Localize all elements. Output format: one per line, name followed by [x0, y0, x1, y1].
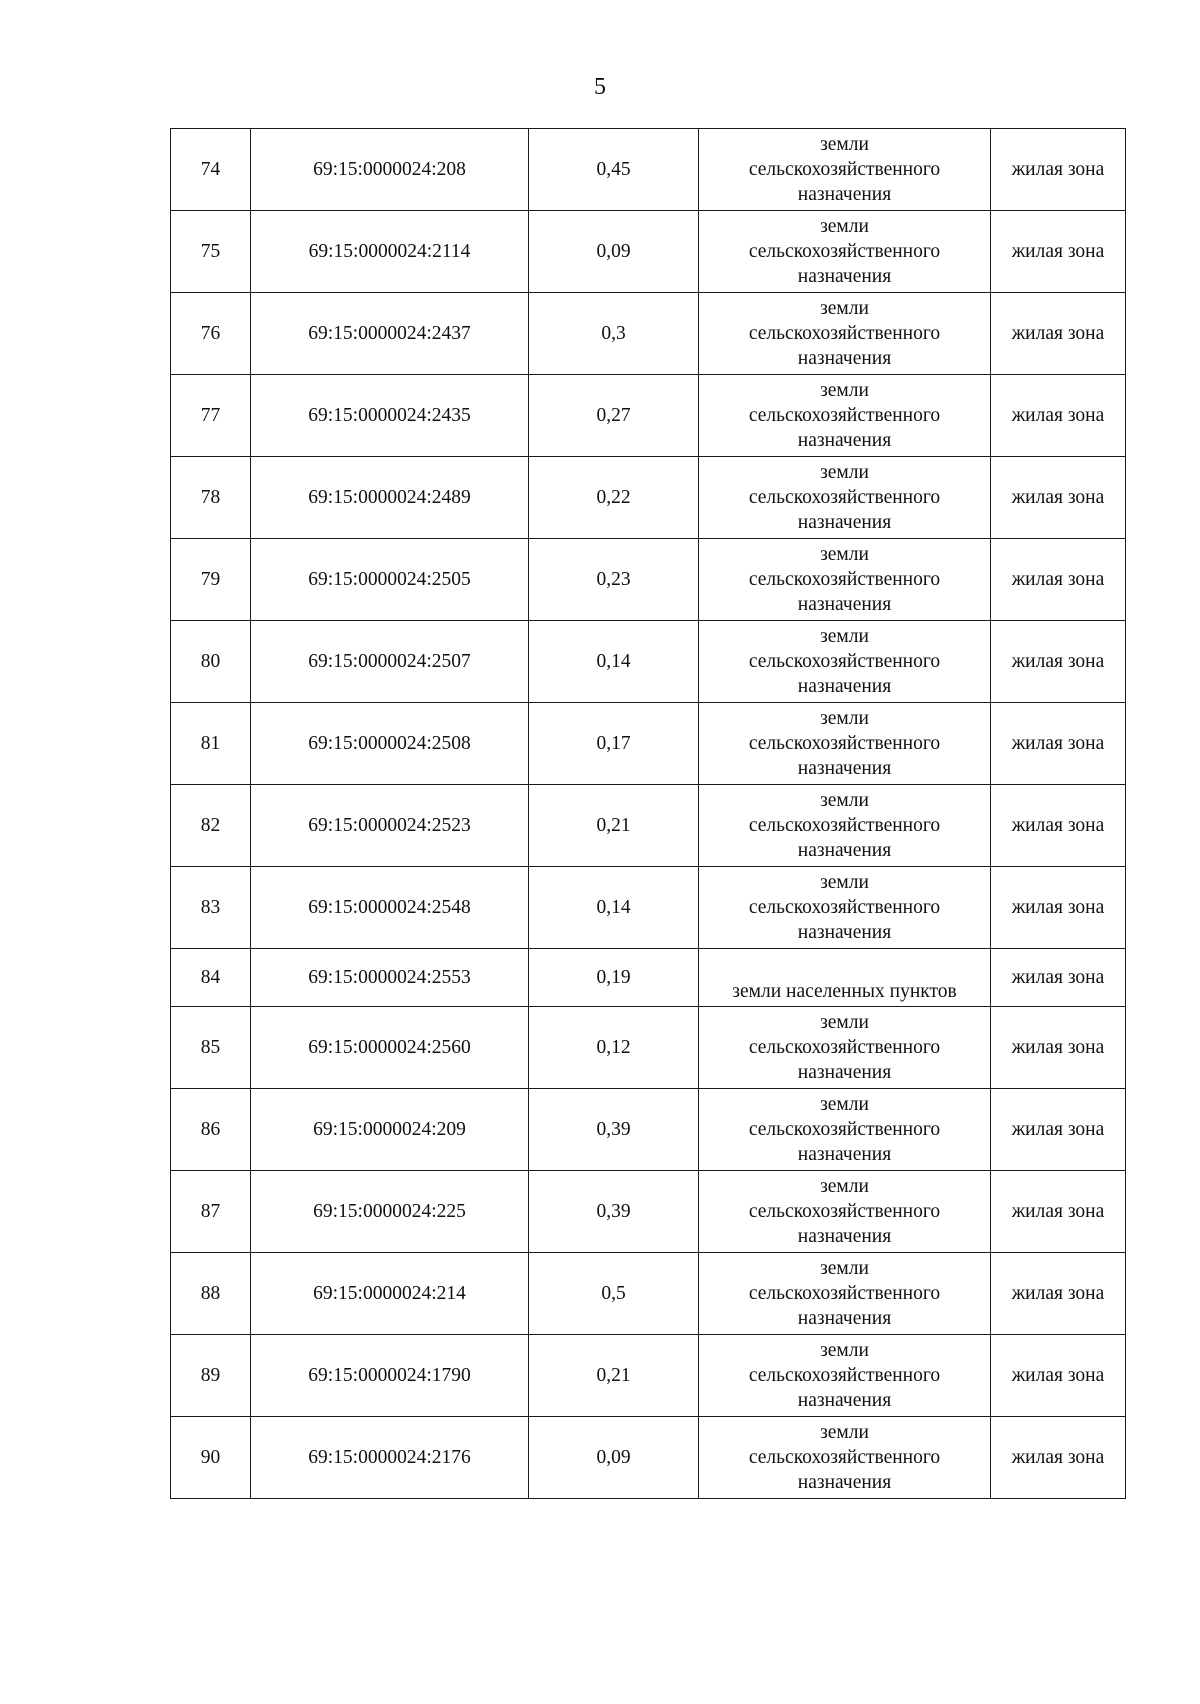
row-number-cell: 78 — [171, 457, 251, 539]
row-number-cell: 77 — [171, 375, 251, 457]
cadastral-number-cell: 69:15:0000024:2435 — [251, 375, 529, 457]
area-cell: 0,09 — [529, 211, 699, 293]
table-row — [171, 1007, 1126, 1089]
row-number-cell: 81 — [171, 703, 251, 785]
land-category-cell — [699, 1007, 991, 1089]
land-category-line: земли — [820, 708, 869, 729]
land-category-line: сельскохозяйственного — [748, 1283, 941, 1304]
area-cell: 0,3 — [529, 293, 699, 375]
land-category-cell — [699, 211, 991, 293]
zone-cell: жилая зона — [991, 785, 1126, 867]
land-category-line: назначения — [797, 676, 892, 697]
zone-cell: жилая зона — [991, 1007, 1126, 1089]
area-cell: 0,39 — [529, 1089, 699, 1171]
land-category-line: земли — [820, 462, 869, 483]
table-row — [171, 867, 1126, 949]
row-number-cell: 84 — [171, 949, 251, 1007]
land-plots-table — [170, 128, 1126, 1499]
table-row — [171, 621, 1126, 703]
table-row — [171, 129, 1126, 211]
table-row — [171, 293, 1126, 375]
land-category-line: земли — [820, 1012, 869, 1033]
area-cell: 0,21 — [529, 1335, 699, 1417]
cadastral-number-cell: 69:15:0000024:2176 — [251, 1417, 529, 1499]
land-category-line: земли — [820, 544, 869, 565]
land-category-line: сельскохозяйственного — [748, 733, 941, 754]
land-category-line: назначения — [797, 512, 892, 533]
cadastral-number-cell: 69:15:0000024:2437 — [251, 293, 529, 375]
cadastral-number-cell: 69:15:0000024:2507 — [251, 621, 529, 703]
cadastral-number-cell: 69:15:0000024:2114 — [251, 211, 529, 293]
land-category-cell — [699, 129, 991, 211]
zone-cell: жилая зона — [991, 1171, 1126, 1253]
land-category-cell — [699, 1089, 991, 1171]
row-number-cell: 90 — [171, 1417, 251, 1499]
area-cell: 0,09 — [529, 1417, 699, 1499]
land-category-line: назначения — [797, 1226, 892, 1247]
zone-cell: жилая зона — [991, 1253, 1126, 1335]
area-cell: 0,27 — [529, 375, 699, 457]
land-category-line: сельскохозяйственного — [748, 569, 941, 590]
cadastral-number-cell: 69:15:0000024:209 — [251, 1089, 529, 1171]
area-cell: 0,45 — [529, 129, 699, 211]
land-category-line: сельскохозяйственного — [748, 487, 941, 508]
land-category-line: сельскохозяйственного — [748, 1201, 941, 1222]
land-category-line: назначения — [797, 758, 892, 779]
land-category-line: назначения — [797, 184, 892, 205]
land-category-line: земли — [820, 216, 869, 237]
table-row — [171, 703, 1126, 785]
land-category-line: земли — [820, 298, 869, 319]
table-row — [171, 539, 1126, 621]
land-category-cell — [699, 375, 991, 457]
land-category-line: земли — [820, 1258, 869, 1279]
row-number-cell: 80 — [171, 621, 251, 703]
table-body — [171, 129, 1126, 1499]
zone-cell: жилая зона — [991, 1335, 1126, 1417]
land-category-line: сельскохозяйственного — [748, 241, 941, 262]
land-category-line: земли — [820, 1340, 869, 1361]
zone-cell: жилая зона — [991, 539, 1126, 621]
zone-cell: жилая зона — [991, 867, 1126, 949]
table-row — [171, 1089, 1126, 1171]
land-category-cell — [699, 621, 991, 703]
table-row — [171, 1417, 1126, 1499]
table-row — [171, 375, 1126, 457]
area-cell: 0,19 — [529, 949, 699, 1007]
land-category-line: земли — [820, 790, 869, 811]
row-number-cell: 79 — [171, 539, 251, 621]
row-number-cell: 76 — [171, 293, 251, 375]
land-category-cell — [699, 785, 991, 867]
land-category-cell — [699, 1417, 991, 1499]
row-number-cell: 83 — [171, 867, 251, 949]
land-category-line: назначения — [797, 348, 892, 369]
land-category-line: сельскохозяйственного — [748, 1365, 941, 1386]
table-row — [171, 949, 1126, 1007]
cadastral-number-cell: 69:15:0000024:225 — [251, 1171, 529, 1253]
row-number-cell: 86 — [171, 1089, 251, 1171]
land-category-line: назначения — [797, 1144, 892, 1165]
zone-cell: жилая зона — [991, 293, 1126, 375]
land-category-line: сельскохозяйственного — [748, 159, 941, 180]
land-category-line: назначения — [797, 1390, 892, 1411]
cadastral-number-cell: 69:15:0000024:2489 — [251, 457, 529, 539]
zone-cell: жилая зона — [991, 129, 1126, 211]
land-category-line: сельскохозяйственного — [748, 1119, 941, 1140]
land-category-line: назначения — [797, 1308, 892, 1329]
row-number-cell: 89 — [171, 1335, 251, 1417]
land-category-line: сельскохозяйственного — [748, 1447, 941, 1468]
row-number-cell: 75 — [171, 211, 251, 293]
cadastral-number-cell: 69:15:0000024:2560 — [251, 1007, 529, 1089]
land-category-line: земли населенных пунктов — [732, 981, 957, 1002]
cadastral-number-cell: 69:15:0000024:208 — [251, 129, 529, 211]
area-cell: 0,22 — [529, 457, 699, 539]
cadastral-number-cell: 69:15:0000024:1790 — [251, 1335, 529, 1417]
land-category-cell — [699, 703, 991, 785]
zone-cell: жилая зона — [991, 1417, 1126, 1499]
land-category-line: назначения — [797, 922, 892, 943]
cadastral-number-cell: 69:15:0000024:2505 — [251, 539, 529, 621]
page-number: 5 — [594, 74, 606, 100]
area-cell: 0,23 — [529, 539, 699, 621]
zone-cell: жилая зона — [991, 457, 1126, 539]
land-category-line: сельскохозяйственного — [748, 323, 941, 344]
table-row — [171, 785, 1126, 867]
zone-cell: жилая зона — [991, 949, 1126, 1007]
land-category-line: назначения — [797, 266, 892, 287]
land-category-line: земли — [820, 1094, 869, 1115]
land-category-line: назначения — [797, 1062, 892, 1083]
row-number-cell: 87 — [171, 1171, 251, 1253]
area-cell: 0,5 — [529, 1253, 699, 1335]
table-row — [171, 211, 1126, 293]
land-category-cell — [699, 1335, 991, 1417]
land-category-line: сельскохозяйственного — [748, 405, 941, 426]
zone-cell: жилая зона — [991, 703, 1126, 785]
land-category-line: земли — [820, 134, 869, 155]
cadastral-number-cell: 69:15:0000024:214 — [251, 1253, 529, 1335]
land-category-cell — [699, 293, 991, 375]
land-category-cell — [699, 457, 991, 539]
cadastral-number-cell: 69:15:0000024:2553 — [251, 949, 529, 1007]
land-category-cell — [699, 1171, 991, 1253]
land-category-line: сельскохозяйственного — [748, 651, 941, 672]
land-category-line: земли — [820, 380, 869, 401]
area-cell: 0,17 — [529, 703, 699, 785]
zone-cell: жилая зона — [991, 1089, 1126, 1171]
table-row — [171, 1335, 1126, 1417]
land-category-line: назначения — [797, 1472, 892, 1493]
zone-cell: жилая зона — [991, 211, 1126, 293]
table-row — [171, 1253, 1126, 1335]
row-number-cell: 85 — [171, 1007, 251, 1089]
land-category-line: сельскохозяйственного — [748, 1037, 941, 1058]
land-plots-table-container — [170, 128, 1126, 1499]
land-category-cell — [699, 949, 991, 1007]
table-row — [171, 457, 1126, 539]
land-category-line: назначения — [797, 840, 892, 861]
row-number-cell: 88 — [171, 1253, 251, 1335]
land-category-line: сельскохозяйственного — [748, 897, 941, 918]
land-category-line: сельскохозяйственного — [748, 815, 941, 836]
land-category-line: назначения — [797, 430, 892, 451]
area-cell: 0,14 — [529, 867, 699, 949]
area-cell: 0,12 — [529, 1007, 699, 1089]
row-number-cell: 74 — [171, 129, 251, 211]
land-category-cell — [699, 867, 991, 949]
cadastral-number-cell: 69:15:0000024:2548 — [251, 867, 529, 949]
area-cell: 0,14 — [529, 621, 699, 703]
zone-cell: жилая зона — [991, 621, 1126, 703]
table-row — [171, 1171, 1126, 1253]
area-cell: 0,21 — [529, 785, 699, 867]
area-cell: 0,39 — [529, 1171, 699, 1253]
row-number-cell: 82 — [171, 785, 251, 867]
land-category-cell — [699, 539, 991, 621]
land-category-line: земли — [820, 872, 869, 893]
cadastral-number-cell: 69:15:0000024:2508 — [251, 703, 529, 785]
land-category-line: земли — [820, 626, 869, 647]
zone-cell: жилая зона — [991, 375, 1126, 457]
land-category-cell — [699, 1253, 991, 1335]
land-category-line: земли — [820, 1176, 869, 1197]
land-category-line: назначения — [797, 594, 892, 615]
cadastral-number-cell: 69:15:0000024:2523 — [251, 785, 529, 867]
land-category-line: земли — [820, 1422, 869, 1443]
